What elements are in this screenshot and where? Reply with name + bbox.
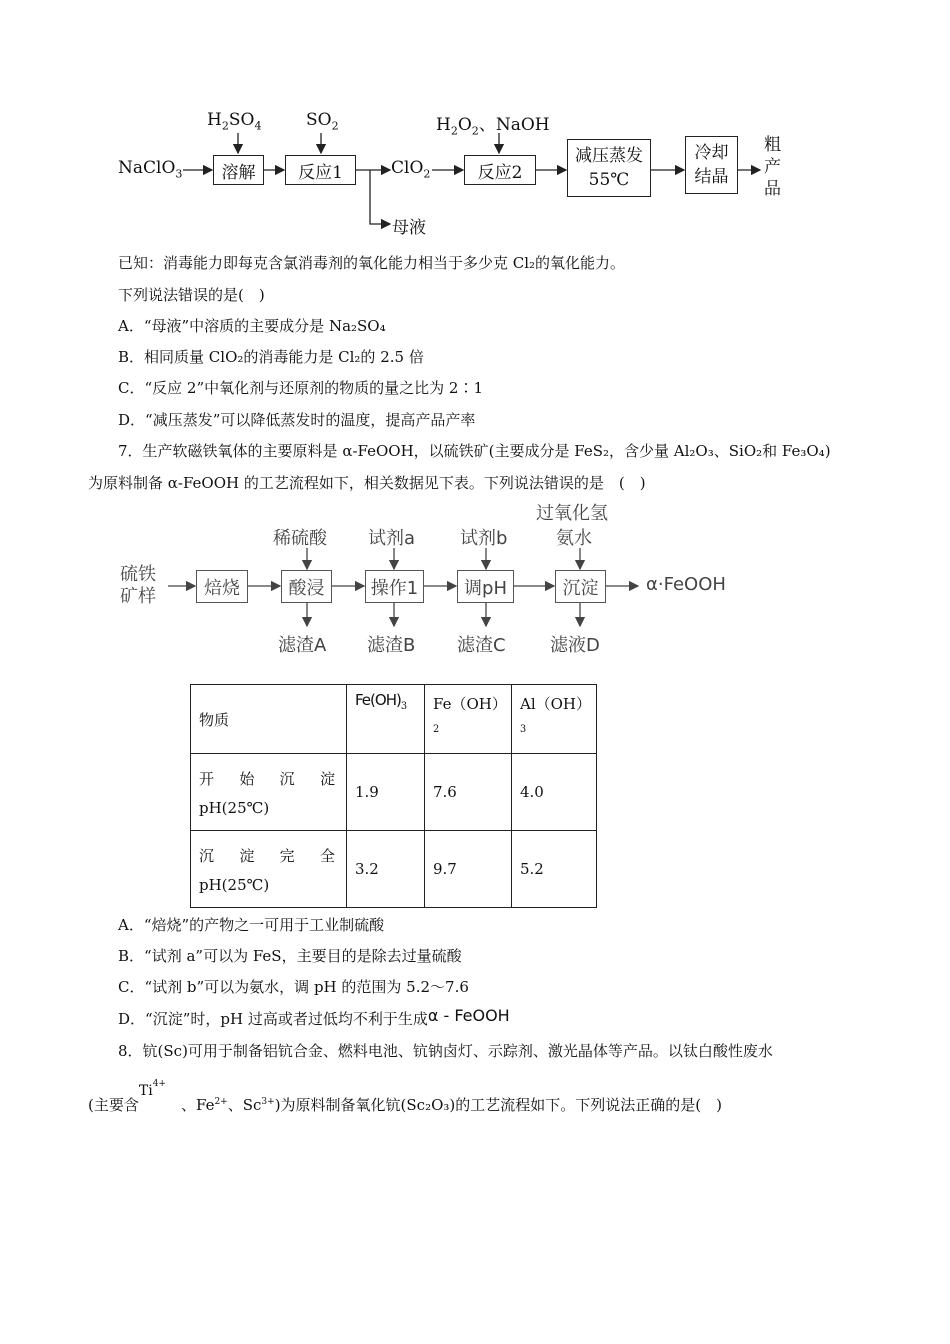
flow2-start: 硫铁 矿样: [120, 564, 156, 607]
flow2-waste-a: 滤渣A: [278, 635, 327, 656]
q6-option-b: B．相同质量 ClO₂的消毒能力是 Cl₂的 2.5 倍: [118, 348, 424, 366]
flow1-box-reaction1: 反应1: [285, 155, 356, 185]
flow2-reagent-h2o2: 过氧化氢: [536, 503, 608, 524]
table-row2-label: 沉 淀 完 全 pH(25℃): [191, 831, 347, 908]
table-header-feoh2: $Fe(OH)_2$: [425, 685, 512, 754]
flow2-waste-b: 滤渣B: [367, 635, 416, 656]
q8-ti: $Ti^{4+}$: [138, 1079, 166, 1099]
q6-option-c: C．“反应 2”中氧化剂与还原剂的物质的量之比为 2∶1: [118, 379, 483, 397]
q8-line2: (主要含$Ti^{4+}$ 、$Fe^{2+}$、$Sc^{3+}$)为原料制备氧化钪(Sc₂O₃)的工艺流程如下。下列说法正确的是( ): [88, 1079, 722, 1114]
flow1-box-evaporate: 减压蒸发55℃: [567, 139, 651, 197]
flow1-start: NaClO$_3$: [118, 158, 183, 181]
flow1-box-reaction2: 反应2: [464, 155, 536, 185]
table-label-char: 全: [319, 846, 335, 865]
flow2-box-adjust-ph: 调pH: [457, 570, 514, 603]
table-label-char: 沉: [279, 769, 295, 788]
flow2-reagent-b: 试剂b: [460, 528, 508, 549]
q7-option-d-formula: α - FeOOH: [427, 1006, 510, 1025]
flow1-box-dissolve: 溶解: [213, 155, 264, 185]
table-cell: 1.9: [347, 754, 425, 831]
flow1-reagent-h2o2-naoh: $H_2O_2$、NaOH: [436, 115, 550, 138]
table-header-aloh3: $Al(OH)_3$: [512, 685, 597, 754]
q7-option-b: B．“试剂 a”可以为 FeS，主要目的是除去过量硫酸: [118, 947, 462, 965]
q7-option-d: D．“沉淀”时，pH 过高或者过低均不利于生成α - FeOOH: [118, 1006, 510, 1028]
q8-line1: 8．钪(Sc)可用于制备铝钪合金、燃料电池、钪钠卤灯、示踪剂、激光晶体等产品。以钛白酸性废水: [118, 1042, 773, 1060]
flow1-reagent-so2: $SO_2$: [306, 110, 339, 133]
flow2-filtrate-d: 滤液D: [550, 635, 600, 656]
flow2-reagent-a: 试剂a: [368, 528, 416, 549]
flow2-reagent-dilute-h2so4: 稀硫酸: [273, 528, 327, 549]
table-cell: 4.0: [512, 754, 597, 831]
table-label-char: 始: [239, 769, 255, 788]
flow2-reagent-ammonia: 氨水: [556, 528, 592, 549]
table-label-char: 完: [279, 846, 295, 865]
flow1-box-cool: 冷却结晶: [685, 136, 738, 194]
flow2-box-operation1: 操作1: [365, 570, 424, 603]
table-row1-label: 开 始 沉 淀 pH(25℃): [191, 754, 347, 831]
q7-option-c: C．“试剂 b”可以为氨水，调 pH 的范围为 5.2～7.6: [118, 978, 469, 996]
table-label-char: 淀: [239, 846, 255, 865]
table-cell: 7.6: [425, 754, 512, 831]
table-label-char: 沉: [199, 846, 215, 865]
q6-option-d: D．“减压蒸发”可以降低蒸发时的温度，提高产品产率: [118, 411, 476, 429]
q6-known: 已知：消毒能力即每克含氯消毒剂的氧化能力相当于多少克 Cl₂的氧化能力。: [118, 254, 626, 272]
q6-stem: 下列说法错误的是( ): [118, 286, 265, 304]
flow2-box-precipitate: 沉淀: [555, 570, 606, 603]
flow2-waste-c: 滤渣C: [457, 635, 506, 656]
table-label-char: 淀: [319, 769, 335, 788]
flow2-box-acid-leach: 酸浸: [281, 570, 332, 603]
table-cell: 9.7: [425, 831, 512, 908]
table-header-substance: 物质: [191, 685, 347, 754]
q7-option-a: A．“焙烧”的产物之一可用于工业制硫酸: [118, 916, 385, 934]
ph-table: [190, 684, 597, 908]
q6-option-a: A．“母液”中溶质的主要成分是 Na₂SO₄: [118, 317, 386, 335]
table-label-char: 开: [199, 769, 215, 788]
flow1-intermediate: ClO$_2$: [391, 158, 431, 181]
flow2-box-roast: 焙烧: [196, 570, 248, 603]
q7-stem-line1: 7．生产软磁铁氧体的主要原料是 α-FeOOH，以硫铁矿(主要成分是 FeS₂，含少量 Al₂O₃、SiO₂和 Fe₃O₄): [118, 442, 831, 460]
table-header-feoh3: $Fe(OH)_3$: [347, 685, 425, 754]
table-cell: 3.2: [347, 831, 425, 908]
flow2-product: α·FeOOH: [646, 574, 726, 595]
flow1-mother-liquor: 母液: [392, 218, 426, 238]
flow1-reagent-h2so4: $H_2SO_4$: [207, 110, 262, 133]
q7-stem-line2: 为原料制备 α-FeOOH 的工艺流程如下，相关数据见下表。下列说法错误的是 ( ): [88, 474, 646, 492]
flow1-product: 粗 产 品: [764, 135, 781, 199]
table-cell: 5.2: [512, 831, 597, 908]
